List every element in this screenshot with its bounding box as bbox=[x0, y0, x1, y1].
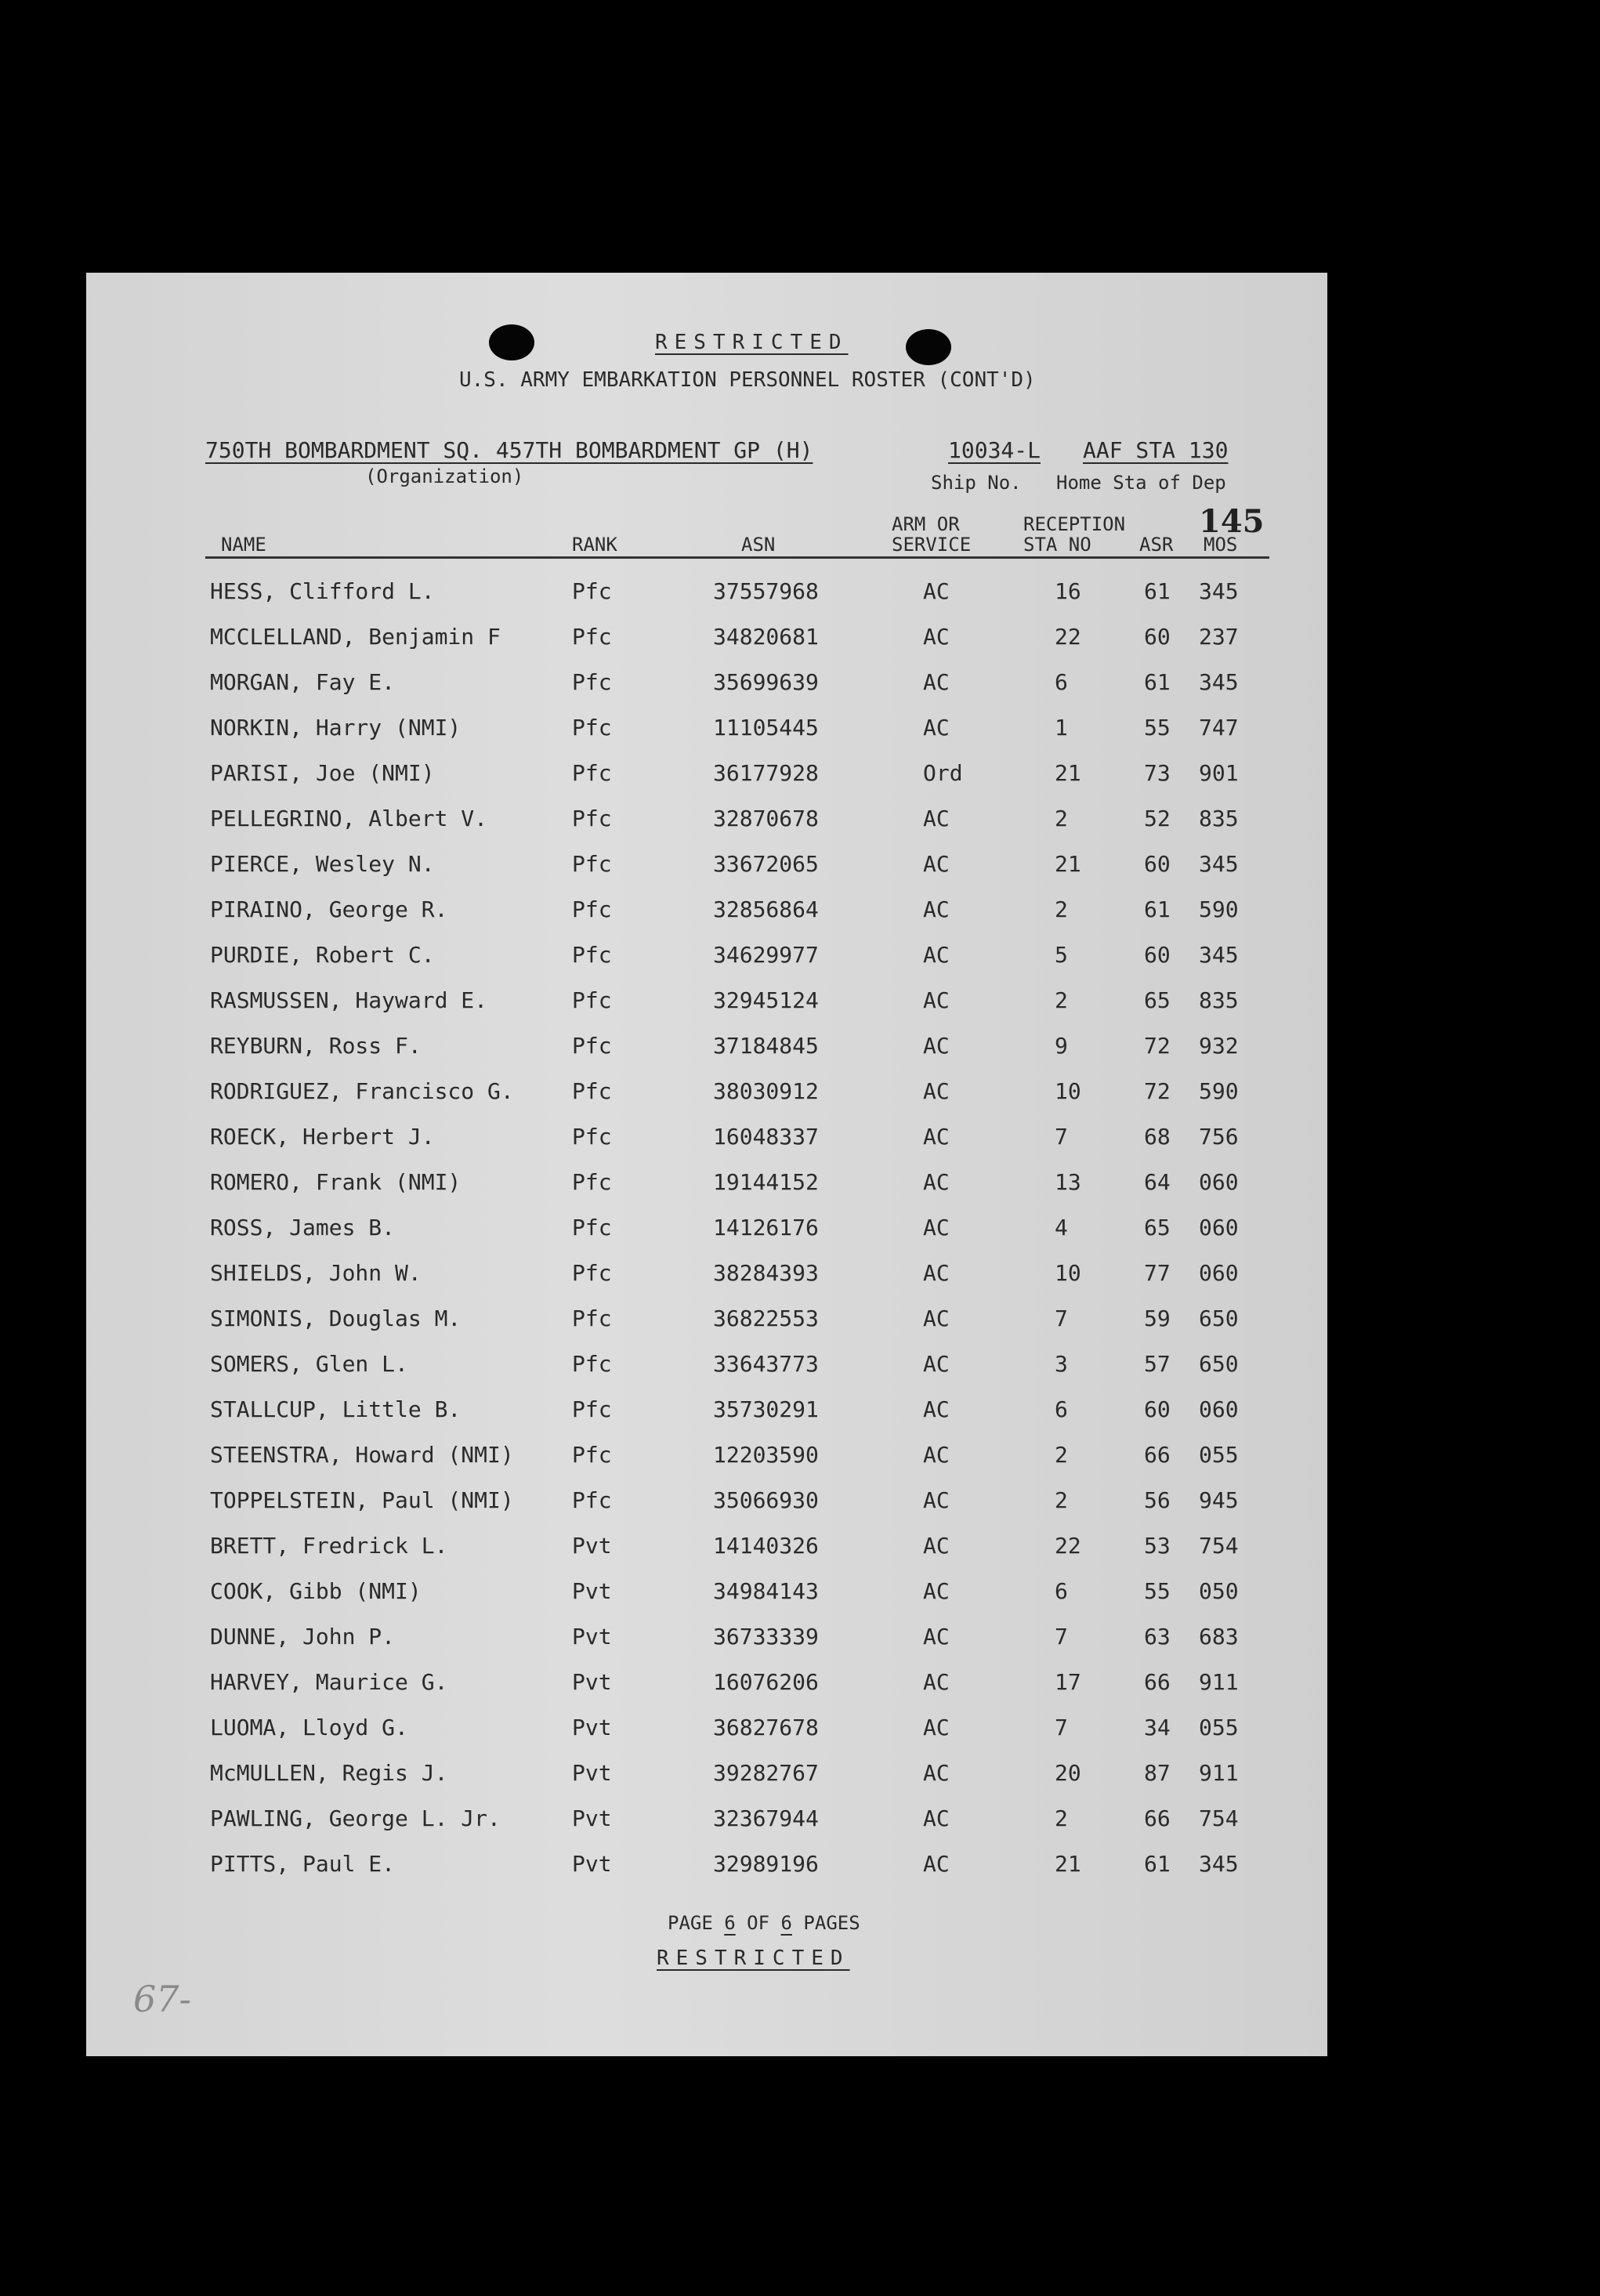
cell-asn: 33643773 bbox=[713, 1351, 819, 1377]
cell-asr: 61 bbox=[1144, 669, 1171, 695]
cell-asn: 34984143 bbox=[713, 1578, 819, 1604]
cell-mos: 060 bbox=[1199, 1396, 1239, 1422]
cell-asn: 37184845 bbox=[713, 1033, 819, 1059]
cell-rank: Pfc bbox=[572, 578, 612, 604]
table-row bbox=[86, 1306, 1327, 1337]
cell-rank: Pfc bbox=[572, 987, 612, 1013]
cell-name: PIRAINO, George R. bbox=[210, 896, 448, 922]
cell-asn: 12203590 bbox=[713, 1442, 819, 1468]
cell-asn: 32945124 bbox=[713, 987, 819, 1013]
cell-rank: Pfc bbox=[572, 1396, 612, 1422]
table-row bbox=[86, 669, 1327, 701]
table-row bbox=[86, 760, 1327, 791]
cell-name: STALLCUP, Little B. bbox=[210, 1396, 462, 1422]
cell-sta: 2 bbox=[1055, 987, 1068, 1013]
table-row bbox=[86, 806, 1327, 837]
cell-name: MCCLELLAND, Benjamin F bbox=[210, 624, 501, 650]
table-row bbox=[86, 1124, 1327, 1155]
cell-rank: Pfc bbox=[572, 1169, 612, 1195]
cell-asr: 53 bbox=[1144, 1533, 1171, 1559]
cell-arm: AC bbox=[923, 624, 950, 650]
cell-asn: 14140326 bbox=[713, 1533, 819, 1559]
cell-sta: 10 bbox=[1055, 1260, 1081, 1286]
cell-name: LUOMA, Lloyd G. bbox=[210, 1715, 408, 1740]
cell-asn: 32870678 bbox=[713, 806, 819, 831]
cell-rank: Pfc bbox=[572, 1078, 612, 1104]
cell-asr: 57 bbox=[1144, 1351, 1171, 1377]
cell-mos: 756 bbox=[1199, 1124, 1239, 1150]
cell-asr: 56 bbox=[1144, 1487, 1171, 1513]
col-header-arm-1: ARM OR bbox=[892, 513, 960, 535]
col-header-asr: ASR bbox=[1139, 534, 1174, 556]
cell-asr: 68 bbox=[1144, 1124, 1171, 1150]
cell-sta: 22 bbox=[1055, 624, 1081, 650]
header-rule bbox=[205, 556, 1269, 559]
cell-mos: 345 bbox=[1199, 669, 1239, 695]
cell-name: ROECK, Herbert J. bbox=[210, 1124, 435, 1150]
cell-arm: AC bbox=[923, 1760, 950, 1786]
cell-arm: AC bbox=[923, 1624, 950, 1650]
cell-sta: 20 bbox=[1055, 1760, 1081, 1786]
cell-name: RODRIGUEZ, Francisco G. bbox=[210, 1078, 514, 1104]
cell-rank: Pfc bbox=[572, 669, 612, 695]
table-row bbox=[86, 1033, 1327, 1064]
cell-asr: 60 bbox=[1144, 1396, 1171, 1422]
cell-asr: 60 bbox=[1144, 851, 1171, 877]
cell-asn: 32856864 bbox=[713, 896, 819, 922]
cell-name: REYBURN, Ross F. bbox=[210, 1033, 422, 1059]
col-header-arm-2: SERVICE bbox=[892, 534, 972, 556]
cell-asn: 35730291 bbox=[713, 1396, 819, 1422]
table-row bbox=[86, 1851, 1327, 1882]
cell-arm: AC bbox=[923, 896, 950, 922]
cell-mos: 911 bbox=[1199, 1760, 1239, 1786]
cell-arm: AC bbox=[923, 1215, 950, 1240]
organization-label: (Organization) bbox=[365, 465, 524, 487]
cell-asr: 72 bbox=[1144, 1033, 1171, 1059]
cell-asn: 19144152 bbox=[713, 1169, 819, 1195]
cell-rank: Pfc bbox=[572, 1033, 612, 1059]
cell-mos: 060 bbox=[1199, 1215, 1239, 1240]
cell-asr: 73 bbox=[1144, 760, 1171, 786]
cell-sta: 16 bbox=[1055, 578, 1081, 604]
ship-number-label: Ship No. bbox=[931, 472, 1022, 494]
cell-arm: AC bbox=[923, 1033, 950, 1059]
cell-arm: AC bbox=[923, 1396, 950, 1422]
cell-asr: 61 bbox=[1144, 1851, 1171, 1877]
cell-rank: Pvt bbox=[572, 1760, 612, 1786]
cell-arm: AC bbox=[923, 1715, 950, 1740]
page-prefix: PAGE bbox=[668, 1912, 713, 1934]
binder-hole-left bbox=[489, 324, 534, 360]
cell-asn: 36827678 bbox=[713, 1715, 819, 1740]
cell-sta: 7 bbox=[1055, 1124, 1068, 1150]
page-number: 6 bbox=[724, 1912, 736, 1934]
col-header-reception: RECEPTION bbox=[1023, 513, 1126, 535]
cell-mos: 650 bbox=[1199, 1351, 1239, 1377]
cell-asn: 35699639 bbox=[713, 669, 819, 695]
cell-arm: AC bbox=[923, 987, 950, 1013]
cell-name: McMULLEN, Regis J. bbox=[210, 1760, 448, 1786]
table-row bbox=[86, 1805, 1327, 1837]
cell-name: NORKIN, Harry (NMI) bbox=[210, 715, 462, 741]
cell-arm: AC bbox=[923, 942, 950, 968]
cell-asr: 65 bbox=[1144, 987, 1171, 1013]
cell-name: PARISI, Joe (NMI) bbox=[210, 760, 435, 786]
table-row bbox=[86, 1215, 1327, 1246]
table-row bbox=[86, 1487, 1327, 1519]
cell-sta: 1 bbox=[1055, 715, 1068, 741]
cell-rank: Pfc bbox=[572, 896, 612, 922]
cell-sta: 13 bbox=[1055, 1169, 1081, 1195]
cell-sta: 7 bbox=[1055, 1306, 1068, 1331]
cell-mos: 683 bbox=[1199, 1624, 1239, 1650]
cell-asr: 66 bbox=[1144, 1805, 1171, 1831]
cell-mos: 590 bbox=[1199, 896, 1239, 922]
table-row bbox=[86, 1442, 1327, 1473]
cell-name: PURDIE, Robert C. bbox=[210, 942, 435, 968]
cell-asr: 34 bbox=[1144, 1715, 1171, 1740]
cell-rank: Pfc bbox=[572, 1215, 612, 1240]
cell-sta: 2 bbox=[1055, 1442, 1068, 1468]
cell-name: COOK, Gibb (NMI) bbox=[210, 1578, 422, 1604]
cell-sta: 2 bbox=[1055, 1487, 1068, 1513]
home-station: AAF STA 130 bbox=[1083, 437, 1229, 463]
cell-mos: 747 bbox=[1199, 715, 1239, 741]
cell-name: RASMUSSEN, Hayward E. bbox=[210, 987, 488, 1013]
cell-sta: 2 bbox=[1055, 806, 1068, 831]
cell-rank: Pfc bbox=[572, 760, 612, 786]
cell-rank: Pfc bbox=[572, 1260, 612, 1286]
cell-rank: Pfc bbox=[572, 851, 612, 877]
table-row bbox=[86, 1760, 1327, 1791]
cell-mos: 650 bbox=[1199, 1306, 1239, 1331]
page-of: OF bbox=[747, 1912, 770, 1934]
table-row bbox=[86, 624, 1327, 655]
cell-arm: AC bbox=[923, 1078, 950, 1104]
table-row bbox=[86, 942, 1327, 973]
cell-rank: Pvt bbox=[572, 1533, 612, 1559]
cell-asr: 66 bbox=[1144, 1669, 1171, 1695]
table-row bbox=[86, 1260, 1327, 1291]
cell-sta: 4 bbox=[1055, 1215, 1068, 1240]
cell-sta: 21 bbox=[1055, 1851, 1081, 1877]
cell-asn: 33672065 bbox=[713, 851, 819, 877]
cell-asr: 72 bbox=[1144, 1078, 1171, 1104]
ship-number: 10034-L bbox=[948, 437, 1041, 463]
cell-name: TOPPELSTEIN, Paul (NMI) bbox=[210, 1487, 514, 1513]
cell-arm: AC bbox=[923, 806, 950, 831]
cell-asn: 11105445 bbox=[713, 715, 819, 741]
cell-asr: 60 bbox=[1144, 942, 1171, 968]
cell-rank: Pvt bbox=[572, 1715, 612, 1740]
cell-asn: 34820681 bbox=[713, 624, 819, 650]
cell-asn: 32367944 bbox=[713, 1805, 819, 1831]
cell-mos: 237 bbox=[1199, 624, 1239, 650]
cell-sta: 6 bbox=[1055, 669, 1068, 695]
classification-top: RESTRICTED bbox=[655, 331, 849, 354]
page-total: 6 bbox=[780, 1912, 792, 1934]
organization: 750TH BOMBARDMENT SQ. 457TH BOMBARDMENT GP (H) bbox=[205, 437, 813, 463]
cell-name: ROSS, James B. bbox=[210, 1215, 396, 1240]
cell-name: HESS, Clifford L. bbox=[210, 578, 435, 604]
cell-mos: 060 bbox=[1199, 1260, 1239, 1286]
table-row bbox=[86, 1624, 1327, 1655]
cell-mos: 055 bbox=[1199, 1442, 1239, 1468]
cell-name: PIERCE, Wesley N. bbox=[210, 851, 435, 877]
cell-rank: Pfc bbox=[572, 1487, 612, 1513]
table-row bbox=[86, 578, 1327, 610]
table-row bbox=[86, 1669, 1327, 1700]
cell-asr: 55 bbox=[1144, 1578, 1171, 1604]
cell-name: HARVEY, Maurice G. bbox=[210, 1669, 448, 1695]
page-suffix: PAGES bbox=[803, 1912, 860, 1934]
cell-asr: 55 bbox=[1144, 715, 1171, 741]
col-header-asn: ASN bbox=[741, 534, 776, 556]
cell-sta: 6 bbox=[1055, 1396, 1068, 1422]
cell-asn: 16048337 bbox=[713, 1124, 819, 1150]
cell-arm: AC bbox=[923, 1851, 950, 1877]
cell-name: STEENSTRA, Howard (NMI) bbox=[210, 1442, 514, 1468]
cell-mos: 345 bbox=[1199, 1851, 1239, 1877]
cell-name: PELLEGRINO, Albert V. bbox=[210, 806, 488, 831]
cell-asr: 66 bbox=[1144, 1442, 1171, 1468]
col-header-sta-no: STA NO bbox=[1023, 534, 1091, 556]
cell-arm: AC bbox=[923, 1487, 950, 1513]
cell-asr: 52 bbox=[1144, 806, 1171, 831]
table-row bbox=[86, 1351, 1327, 1382]
cell-asr: 65 bbox=[1144, 1215, 1171, 1240]
cell-mos: 055 bbox=[1199, 1715, 1239, 1740]
cell-rank: Pvt bbox=[572, 1624, 612, 1650]
cell-mos: 932 bbox=[1199, 1033, 1239, 1059]
table-row bbox=[86, 1396, 1327, 1428]
cell-mos: 945 bbox=[1199, 1487, 1239, 1513]
cell-arm: AC bbox=[923, 715, 950, 741]
cell-arm: AC bbox=[923, 578, 950, 604]
binder-hole-right bbox=[906, 329, 951, 365]
stamp-number: 145 bbox=[1199, 503, 1265, 540]
cell-arm: AC bbox=[923, 1578, 950, 1604]
cell-sta: 21 bbox=[1055, 851, 1081, 877]
cell-rank: Pfc bbox=[572, 1124, 612, 1150]
cell-asn: 34629977 bbox=[713, 942, 819, 968]
cell-name: BRETT, Fredrick L. bbox=[210, 1533, 448, 1559]
cell-sta: 10 bbox=[1055, 1078, 1081, 1104]
cell-arm: AC bbox=[923, 1260, 950, 1286]
cell-sta: 7 bbox=[1055, 1624, 1068, 1650]
cell-arm: AC bbox=[923, 669, 950, 695]
cell-asr: 77 bbox=[1144, 1260, 1171, 1286]
cell-rank: Pfc bbox=[572, 1306, 612, 1331]
cell-arm: AC bbox=[923, 1533, 950, 1559]
cell-asn: 32989196 bbox=[713, 1851, 819, 1877]
cell-mos: 590 bbox=[1199, 1078, 1239, 1104]
col-header-name: NAME bbox=[221, 534, 266, 556]
cell-rank: Pvt bbox=[572, 1805, 612, 1831]
table-row bbox=[86, 1169, 1327, 1201]
cell-name: SOMERS, Glen L. bbox=[210, 1351, 408, 1377]
cell-rank: Pfc bbox=[572, 624, 612, 650]
table-row bbox=[86, 851, 1327, 882]
cell-mos: 345 bbox=[1199, 851, 1239, 877]
cell-arm: AC bbox=[923, 1442, 950, 1468]
cell-name: PAWLING, George L. Jr. bbox=[210, 1805, 501, 1831]
cell-sta: 17 bbox=[1055, 1669, 1081, 1695]
cell-sta: 5 bbox=[1055, 942, 1068, 968]
cell-rank: Pvt bbox=[572, 1669, 612, 1695]
cell-asr: 60 bbox=[1144, 624, 1171, 650]
cell-asn: 38030912 bbox=[713, 1078, 819, 1104]
cell-asn: 36733339 bbox=[713, 1624, 819, 1650]
table-row bbox=[86, 896, 1327, 928]
cell-arm: AC bbox=[923, 1169, 950, 1195]
page-count bbox=[668, 1912, 860, 1934]
cell-mos: 345 bbox=[1199, 942, 1239, 968]
cell-arm: AC bbox=[923, 1351, 950, 1377]
cell-arm: AC bbox=[923, 1124, 950, 1150]
cell-rank: Pfc bbox=[572, 1442, 612, 1468]
cell-arm: Ord bbox=[923, 760, 963, 786]
document-title: U.S. ARMY EMBARKATION PERSONNEL ROSTER (CONT'D) bbox=[459, 368, 1036, 392]
cell-arm: AC bbox=[923, 1306, 950, 1331]
cell-mos: 345 bbox=[1199, 578, 1239, 604]
cell-sta: 2 bbox=[1055, 1805, 1068, 1831]
table-row bbox=[86, 1715, 1327, 1746]
cell-asr: 61 bbox=[1144, 896, 1171, 922]
table-row bbox=[86, 987, 1327, 1019]
cell-mos: 911 bbox=[1199, 1669, 1239, 1695]
cell-name: SHIELDS, John W. bbox=[210, 1260, 422, 1286]
table-row bbox=[86, 1533, 1327, 1564]
cell-asn: 37557968 bbox=[713, 578, 819, 604]
cell-sta: 7 bbox=[1055, 1715, 1068, 1740]
cell-asr: 64 bbox=[1144, 1169, 1171, 1195]
cell-rank: Pvt bbox=[572, 1851, 612, 1877]
cell-mos: 835 bbox=[1199, 987, 1239, 1013]
cell-name: MORGAN, Fay E. bbox=[210, 669, 396, 695]
cell-sta: 22 bbox=[1055, 1533, 1081, 1559]
cell-sta: 3 bbox=[1055, 1351, 1068, 1377]
cell-rank: Pfc bbox=[572, 1351, 612, 1377]
cell-mos: 754 bbox=[1199, 1805, 1239, 1831]
table-row bbox=[86, 1578, 1327, 1610]
cell-asn: 35066930 bbox=[713, 1487, 819, 1513]
col-header-rank: RANK bbox=[572, 534, 617, 556]
table-row bbox=[86, 1078, 1327, 1110]
cell-mos: 835 bbox=[1199, 806, 1239, 831]
cell-asn: 14126176 bbox=[713, 1215, 819, 1240]
home-station-label: Home Sta of Dep bbox=[1056, 472, 1226, 494]
col-header-mos: MOS bbox=[1204, 534, 1238, 556]
cell-asr: 87 bbox=[1144, 1760, 1171, 1786]
cell-asr: 59 bbox=[1144, 1306, 1171, 1331]
cell-asn: 36177928 bbox=[713, 760, 819, 786]
cell-mos: 901 bbox=[1199, 760, 1239, 786]
cell-rank: Pfc bbox=[572, 806, 612, 831]
cell-asn: 36822553 bbox=[713, 1306, 819, 1331]
cell-sta: 2 bbox=[1055, 896, 1068, 922]
cell-arm: AC bbox=[923, 1669, 950, 1695]
cell-mos: 754 bbox=[1199, 1533, 1239, 1559]
cell-asn: 16076206 bbox=[713, 1669, 819, 1695]
handwritten-number: 67- bbox=[133, 1978, 192, 2020]
cell-sta: 9 bbox=[1055, 1033, 1068, 1059]
cell-arm: AC bbox=[923, 851, 950, 877]
classification-bottom: RESTRICTED bbox=[657, 1947, 850, 1970]
cell-rank: Pvt bbox=[572, 1578, 612, 1604]
cell-mos: 050 bbox=[1199, 1578, 1239, 1604]
cell-rank: Pfc bbox=[572, 715, 612, 741]
cell-name: SIMONIS, Douglas M. bbox=[210, 1306, 462, 1331]
cell-sta: 21 bbox=[1055, 760, 1081, 786]
table-row bbox=[86, 715, 1327, 746]
cell-name: DUNNE, John P. bbox=[210, 1624, 396, 1650]
cell-rank: Pfc bbox=[572, 942, 612, 968]
roster-page bbox=[86, 273, 1327, 2056]
cell-mos: 060 bbox=[1199, 1169, 1239, 1195]
cell-arm: AC bbox=[923, 1805, 950, 1831]
cell-sta: 6 bbox=[1055, 1578, 1068, 1604]
cell-asn: 39282767 bbox=[713, 1760, 819, 1786]
cell-asn: 38284393 bbox=[713, 1260, 819, 1286]
cell-asr: 61 bbox=[1144, 578, 1171, 604]
cell-name: ROMERO, Frank (NMI) bbox=[210, 1169, 462, 1195]
cell-asr: 63 bbox=[1144, 1624, 1171, 1650]
cell-name: PITTS, Paul E. bbox=[210, 1851, 396, 1877]
